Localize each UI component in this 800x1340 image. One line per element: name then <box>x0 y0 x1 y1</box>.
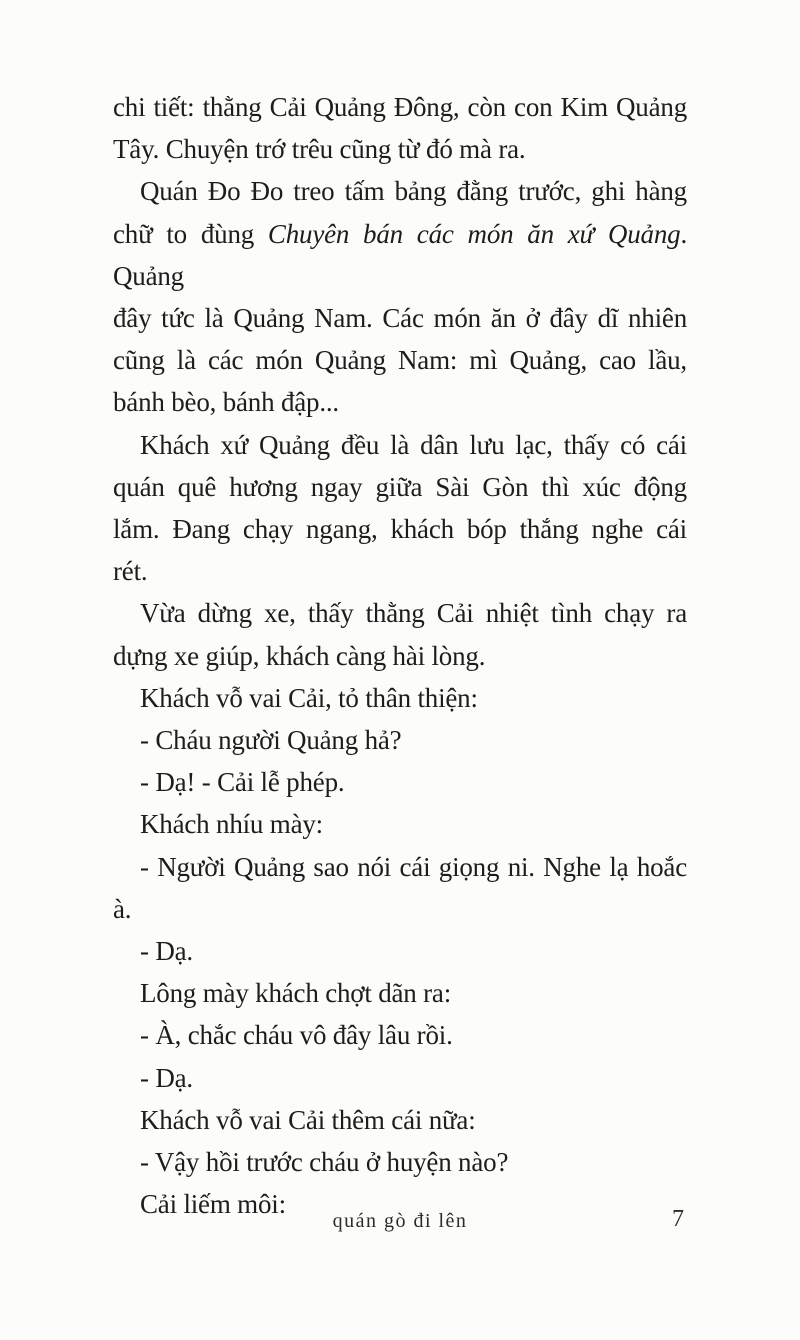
text-line: Khách xứ Quảng đều là dân lưu lạc, thấy có cái <box>140 429 687 460</box>
text-line: - Vậy hồi trước cháu ở huyện nào? <box>140 1147 509 1178</box>
text-line: Tây. Chuyện trớ trêu cũng từ đó mà ra. <box>113 134 526 165</box>
text-line: - À, chắc cháu vô đây lâu rồi. <box>140 1020 453 1051</box>
text-line: dựng xe giúp, khách càng hài lòng. <box>113 640 486 671</box>
text-line: - Người Quảng sao nói cái giọng ni. Nghe lạ hoắc <box>140 851 687 882</box>
text-line: bánh bèo, bánh đập... <box>113 387 339 418</box>
text-line: đây tức là Quảng Nam. Các món ăn ở đây dĩ nhiên <box>113 303 687 334</box>
text-line <box>113 213 687 297</box>
text-line: - Dạ. <box>140 936 193 967</box>
running-title: quán gò đi lên <box>332 1210 468 1232</box>
text-line: Lông mày khách chợt dãn ra: <box>140 978 452 1009</box>
text-segment: . Quảng <box>113 218 687 291</box>
text-line: - Cháu người Quảng hả? <box>140 725 402 756</box>
page-body-text <box>113 86 687 1225</box>
text-line: Quán Đo Đo treo tấm bảng đằng trước, ghi hàng <box>140 176 687 207</box>
text-line: Vừa dừng xe, thấy thằng Cải nhiệt tình chạy ra <box>140 598 687 629</box>
text-line: cũng là các món Quảng Nam: mì Quảng, cao lầu, <box>113 345 687 376</box>
text-segment: chữ to đùng <box>113 218 268 249</box>
text-line: - Dạ. <box>140 1062 193 1093</box>
text-line: lắm. Đang chạy ngang, khách bóp thắng nghe cái <box>113 514 687 545</box>
text-line: à. <box>113 893 132 924</box>
text-line: quán quê hương ngay giữa Sài Gòn thì xúc động <box>113 471 687 502</box>
text-line: chi tiết: thằng Cải Quảng Đông, còn con Kim Quảng <box>113 92 687 122</box>
page-number: 7 <box>672 1206 684 1232</box>
text-line: Khách vỗ vai Cải, tỏ thân thiện: <box>140 682 478 713</box>
text-line: Cải liếm môi: <box>140 1189 286 1220</box>
text-line: Khách vỗ vai Cải thêm cái nữa: <box>140 1104 476 1135</box>
text-line: Khách nhíu mày: <box>140 809 323 840</box>
text-line: rét. <box>113 556 148 587</box>
text-line: - Dạ! - Cải lễ phép. <box>140 767 345 798</box>
running-footer <box>0 1206 800 1246</box>
italic-phrase: Chuyên bán các món ăn xứ Quảng <box>267 218 681 249</box>
